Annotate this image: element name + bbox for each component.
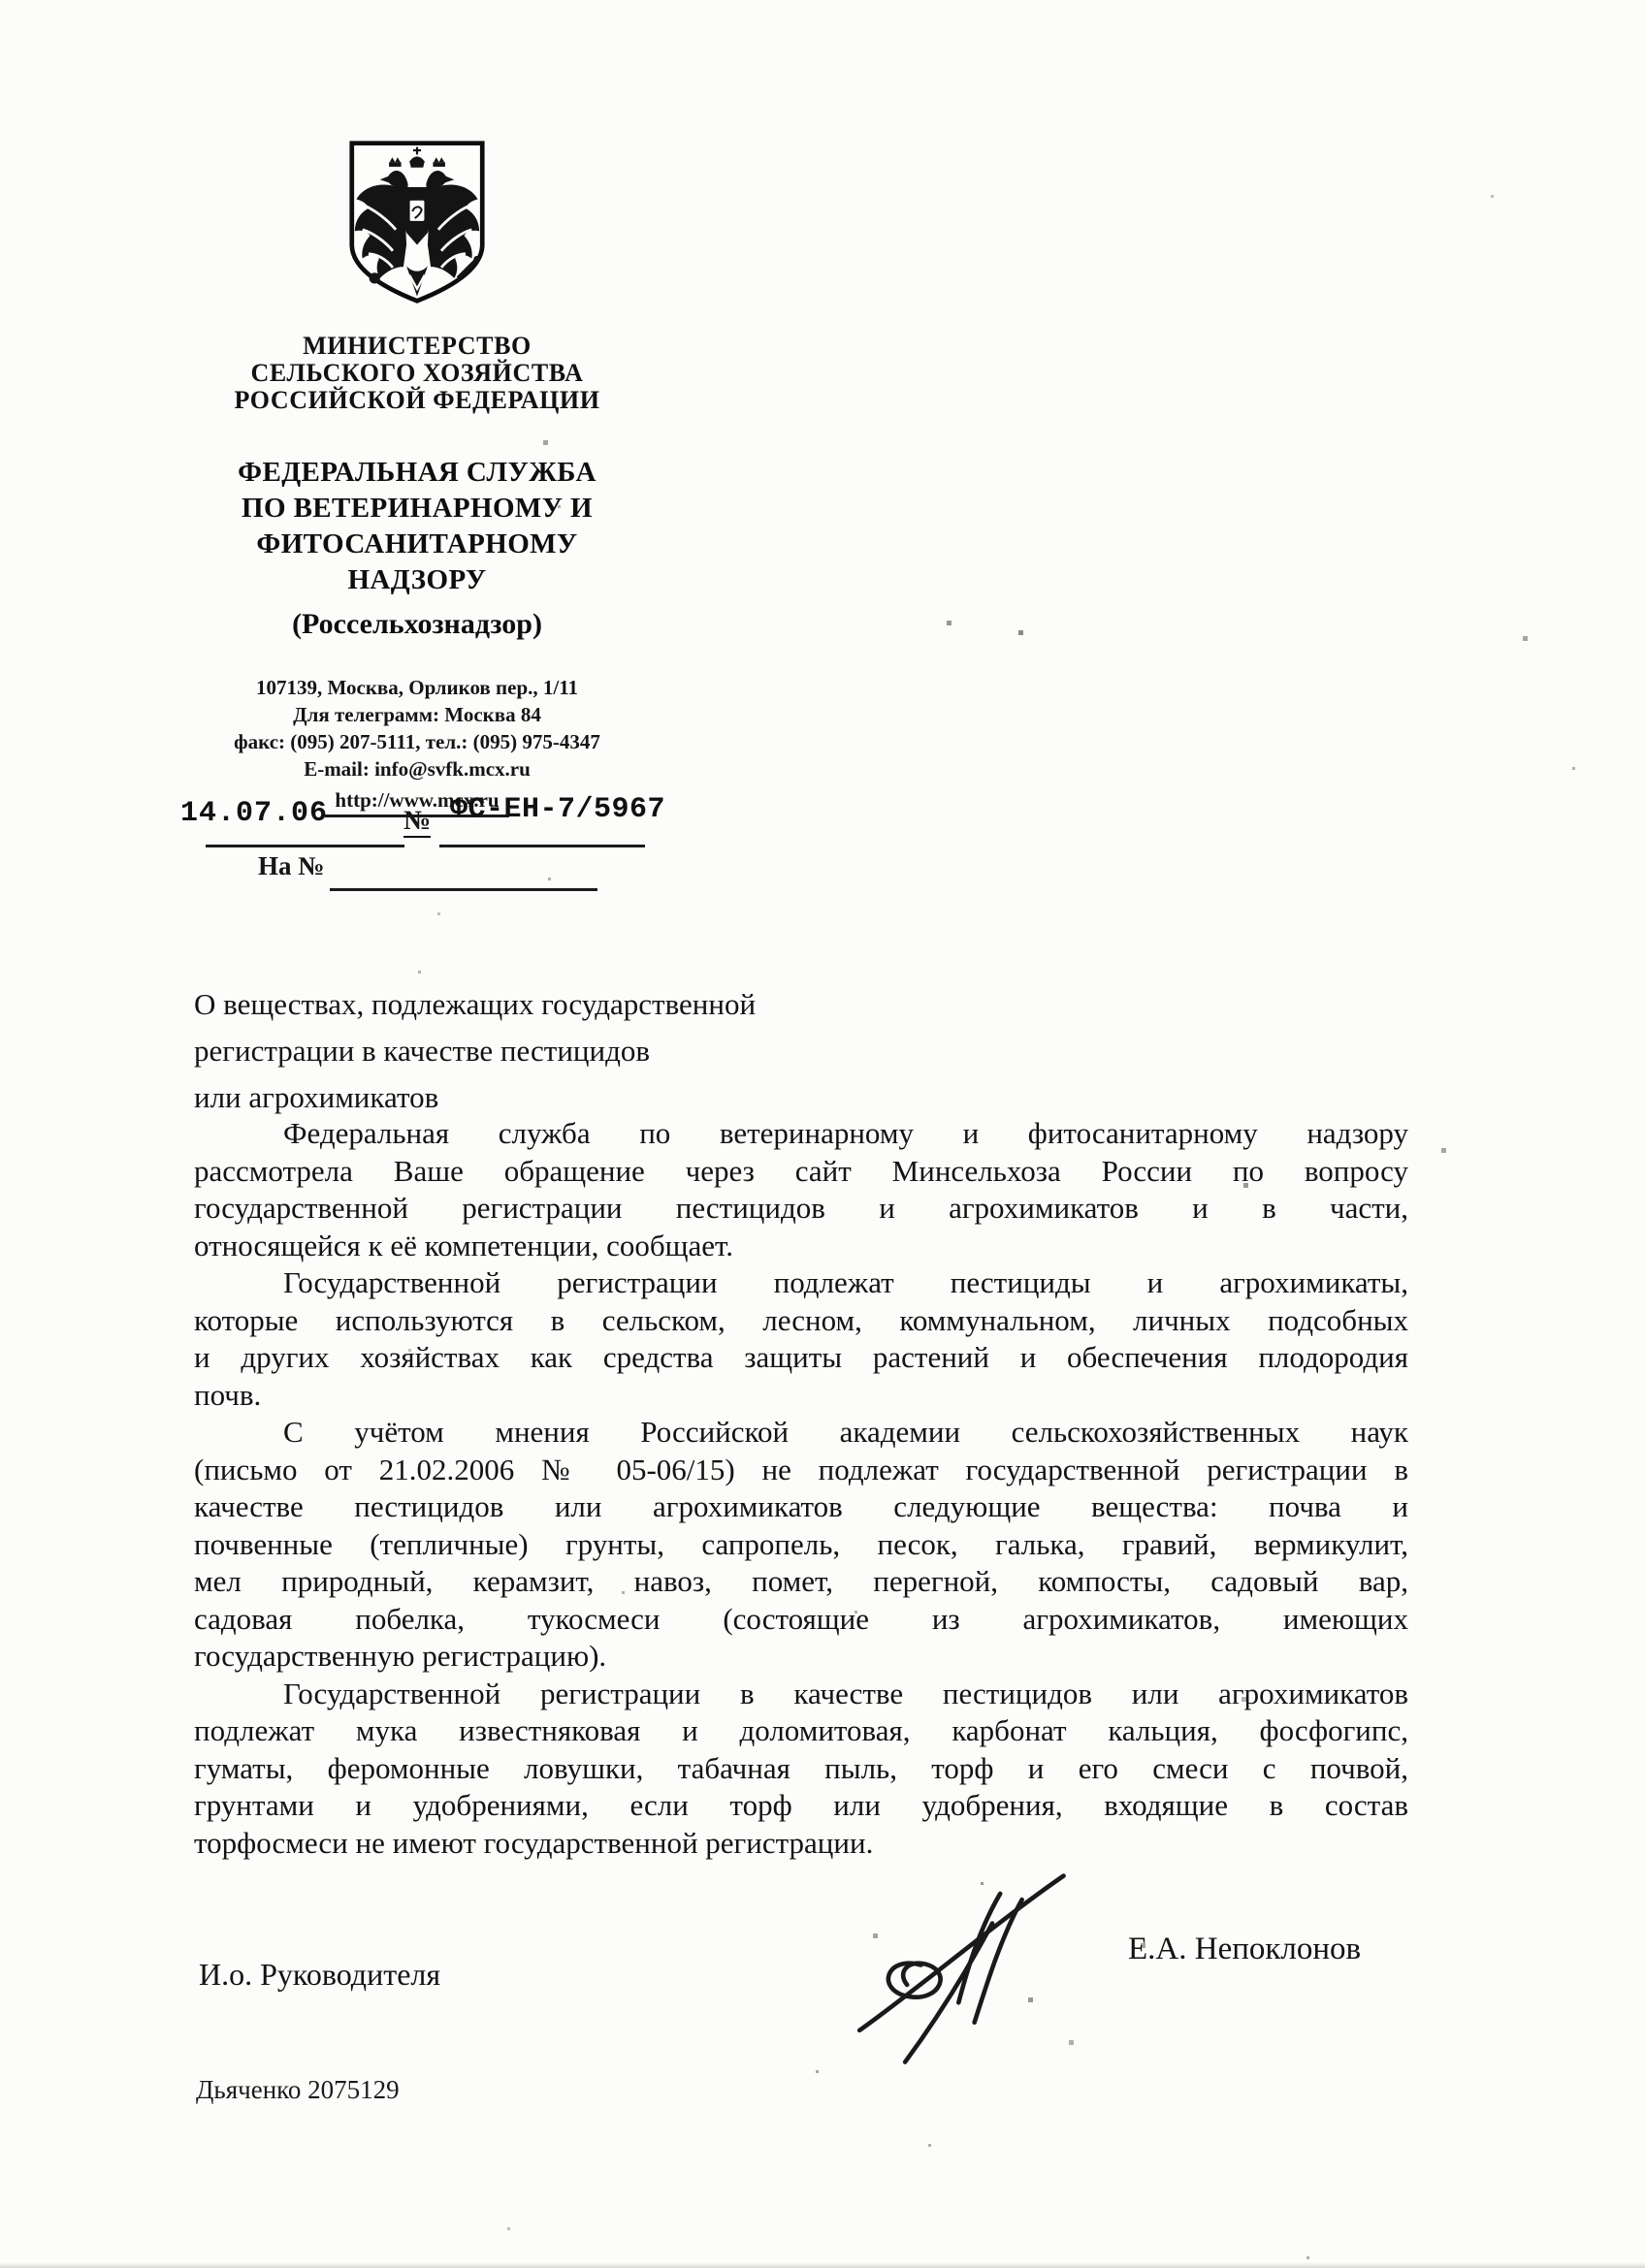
body-line: грунтами и удобрениями, если торф или удобрения, входящие в состав bbox=[194, 1788, 1408, 1822]
letter-body bbox=[194, 1115, 1408, 1862]
body-line: и других хозяйствах как средства защиты растений и обеспечения плодородия bbox=[194, 1340, 1408, 1374]
body-line: гуматы, феромонные ловушки, табачная пыль, торф и его смеси с почвой, bbox=[194, 1750, 1408, 1785]
reply-number-label: На № bbox=[258, 851, 325, 880]
scan-noise-speckles bbox=[0, 0, 1, 1]
body-line: которые используются в сельском, лесном, коммунальном, личных подсобных bbox=[194, 1302, 1408, 1337]
body-line: почв. bbox=[194, 1377, 262, 1412]
body-line: садовая побелка, тукосмеси (состоящие из агрохимикатов, имеющих bbox=[194, 1601, 1408, 1636]
body-line: государственной регистрации пестицидов и агрохимикатов и в части, bbox=[194, 1191, 1408, 1225]
service-name bbox=[121, 455, 713, 598]
service-line: ФИТОСАНИТАРНОМУ bbox=[256, 528, 578, 559]
service-line: ПО ВЕТЕРИНАРНОМУ И bbox=[242, 493, 593, 524]
service-short-name: (Россельхознадзор) bbox=[292, 608, 542, 640]
signer-position-title: И.о. Руководителя bbox=[199, 1957, 441, 1992]
subject bbox=[194, 981, 756, 1121]
ministry-line: СЕЛЬСКОГО ХОЗЯЙСТВА bbox=[250, 359, 584, 387]
letter-date: 14.07.06 bbox=[180, 797, 329, 830]
body-line: подлежат мука известняковая и доломитовая, карбонат кальция, фосфогипс, bbox=[194, 1713, 1408, 1747]
address-line: факс: (095) 207-5111, тел.: (095) 975-4347 bbox=[234, 730, 600, 753]
body-line: Государственной регистрации подлежат пестициды и агрохимикаты, bbox=[283, 1265, 1408, 1299]
body-line: С учётом мнения Российской академии сельскохозяйственных наук bbox=[283, 1415, 1408, 1449]
body-line: рассмотрела Ваше обращение через сайт Минсельхоза России по вопросу bbox=[194, 1153, 1408, 1188]
subject-line: О веществах, подлежащих государственной bbox=[194, 987, 757, 1021]
body-line: Федеральная служба по ветеринарному и фитосанитарному надзору bbox=[283, 1116, 1408, 1150]
russian-coat-of-arms-icon bbox=[340, 139, 494, 305]
address-line: E-mail: info@svfk.mcx.ru bbox=[304, 757, 531, 781]
body-line: качестве пестицидов или агрохимикатов следующие вещества: почва и bbox=[194, 1489, 1408, 1523]
service-line: НАДЗОРУ bbox=[347, 564, 487, 595]
scan-bottom-edge bbox=[0, 2262, 1645, 2268]
address-line: 107139, Москва, Орликов пер., 1/11 bbox=[255, 676, 579, 699]
reply-number-rule bbox=[330, 888, 597, 891]
address-line: Для телеграмм: Москва 84 bbox=[293, 703, 541, 726]
signature-mark bbox=[852, 1862, 1084, 2070]
executor-note: Дьяченко 2075129 bbox=[196, 2075, 400, 2104]
signer-name: Е.А. Непоклонов bbox=[1128, 1932, 1362, 1966]
ministry-line: МИНИСТЕРСТВО bbox=[303, 332, 532, 360]
date-rule bbox=[206, 845, 404, 847]
number-label: № bbox=[403, 806, 432, 836]
body-line: Государственной регистрации в качестве пестицидов или агрохимикатов bbox=[283, 1676, 1408, 1710]
website-url: http://www.mcx.ru bbox=[325, 786, 508, 817]
service-line: ФЕДЕРАЛЬНАЯ СЛУЖБА bbox=[238, 457, 597, 488]
ministry-line: РОССИЙСКОЙ ФЕДЕРАЦИИ bbox=[234, 386, 600, 414]
body-line: торфосмеси не имеют государственной регистрации. bbox=[194, 1825, 874, 1860]
body-line: государственную регистрацию). bbox=[194, 1639, 607, 1673]
subject-line: или агрохимикатов bbox=[194, 1080, 439, 1114]
ministry-name bbox=[121, 333, 713, 414]
number-rule bbox=[439, 845, 645, 847]
subject-line: регистрации в качестве пестицидов bbox=[194, 1034, 651, 1068]
body-line: мел природный, керамзит, навоз, помет, перегной, компосты, садовый вар, bbox=[194, 1564, 1408, 1598]
body-line: (письмо от 21.02.2006 № 05-06/15) не подлежат государственной регистрации в bbox=[194, 1452, 1408, 1486]
body-line: относящейся к её компетенции, сообщает. bbox=[194, 1228, 734, 1262]
letterhead bbox=[121, 139, 713, 817]
letter-number: ФС-ЕН-7/5967 bbox=[450, 793, 666, 826]
body-line: почвенные (тепличные) грунты, сапропель, песок, галька, гравий, вермикулит, bbox=[194, 1526, 1408, 1561]
